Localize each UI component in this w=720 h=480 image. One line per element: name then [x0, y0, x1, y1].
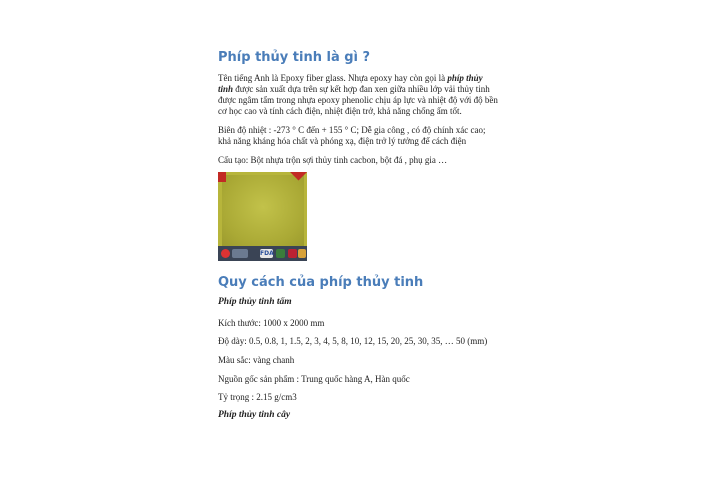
brand-logo [232, 249, 248, 258]
spec-origin: Nguồn gốc sản phẩm : Trung quốc hàng A, Hàn quốc [218, 374, 410, 384]
intro-text-cont: được sản xuất dựa trên sự kết hợp đan xen giữa nhiều lớp vải thủy tinh [233, 84, 490, 94]
intro-line-2 [218, 84, 490, 95]
spec-density: Tỷ trọng : 2.15 g/cm3 [218, 392, 297, 402]
bold-term: phíp thủy [447, 73, 483, 83]
composition-line: Cấu tạo: Bột nhựa trộn sợi thủy tinh cacbon, bột đá , phụ gia … [218, 155, 448, 165]
section-title-what-is: Phíp thủy tinh là gì ? [218, 50, 371, 65]
no-symbol-icon [221, 249, 230, 258]
intro-line-1 [218, 73, 483, 84]
fiberglass-sheet-image [222, 175, 304, 246]
spec-thickness: Độ dày: 0.5, 0.8, 1, 1.5, 2, 3, 4, 5, 8, 10, 12, 15, 20, 25, 30, 35, … 50 (mm) [218, 336, 488, 346]
intro-line-3: được ngâm tẩm trong nhựa epoxy phenolic chịu áp lực và nhiệt độ với độ bền [218, 95, 498, 105]
temperature-line-1: Biên độ nhiệt : -273 ° C đến + 155 ° C; Dễ gia công , có độ chính xác cao; [218, 125, 486, 135]
cert-icon-green [276, 249, 285, 258]
intro-text: Tên tiếng Anh là Epoxy fiber glass. Nhựa epoxy hay còn gọi là [218, 73, 448, 83]
bold-term-cont: tinh [218, 84, 234, 94]
subheading-sheet: Phíp thủy tinh tấm [218, 297, 292, 307]
certification-strip [218, 246, 307, 261]
temperature-line-2: khả năng kháng hóa chất và phóng xạ, điện trở lý tưởng để cách điện [218, 136, 467, 146]
intro-line-4: cơ học cao và tính cách điện, nhiệt điện trở, khả năng chống ẩm tốt. [218, 106, 462, 116]
corner-label-left [218, 172, 226, 182]
fda-badge: FDA [260, 250, 274, 257]
subheading-rod: Phíp thủy tinh cây [218, 410, 291, 420]
spec-color: Màu sắc: vàng chanh [218, 355, 295, 365]
section-title-specs: Quy cách của phíp thủy tinh [218, 275, 424, 290]
spec-size: Kích thước: 1000 x 2000 mm [218, 318, 325, 328]
cert-icon-gold [298, 249, 306, 258]
cert-icon-red [288, 249, 297, 258]
product-photo [218, 172, 307, 261]
